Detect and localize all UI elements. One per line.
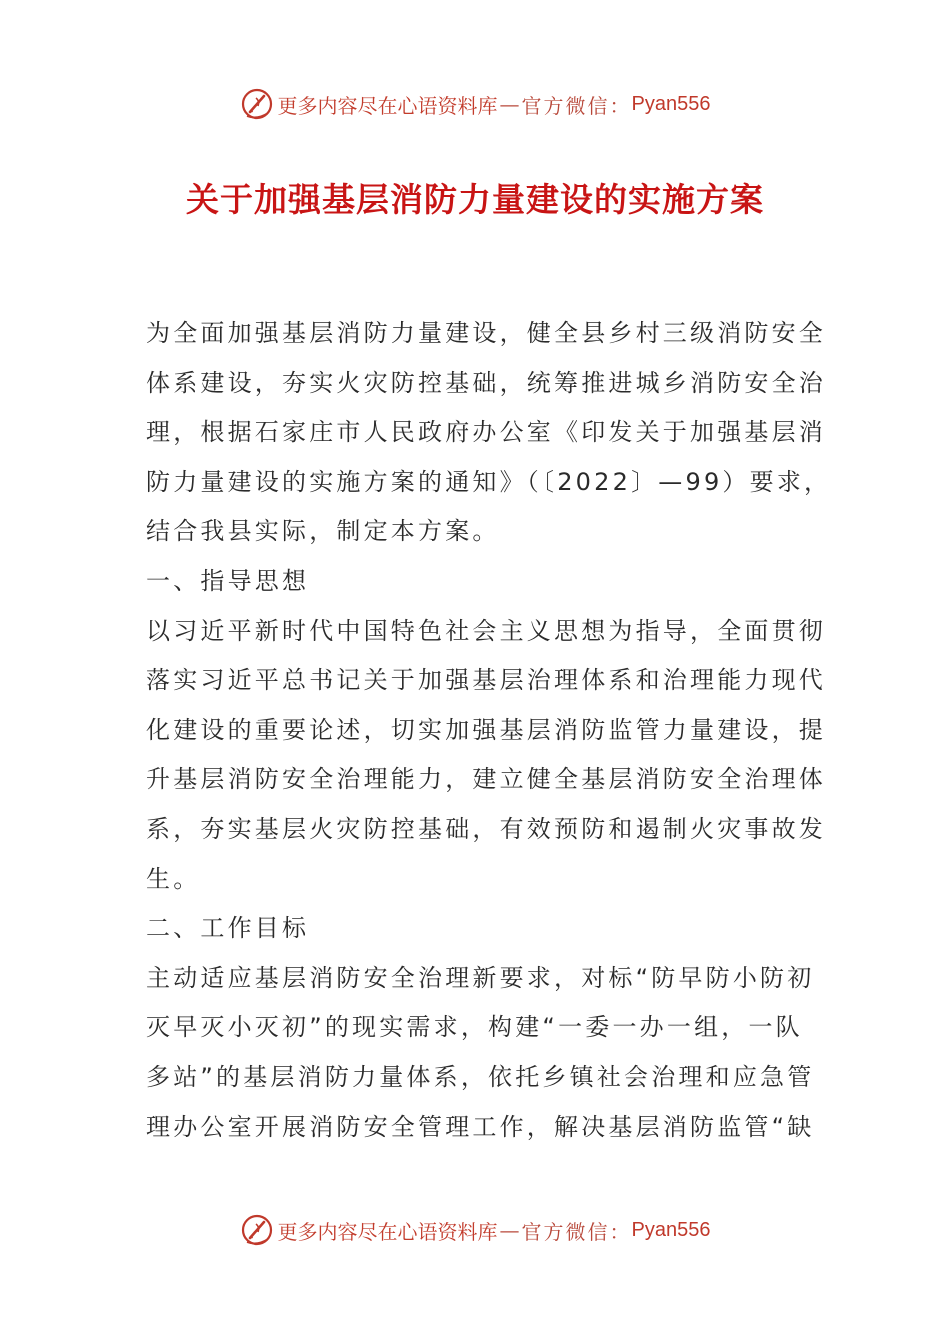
body-line: 化建设的重要论述，切实加强基层消防监管力量建设，提 [146, 715, 826, 744]
watermark-wechat-id: Pyan556 [631, 92, 711, 115]
body-line: 系，夯实基层火灾防控基础，有效预防和遏制火灾事故发 [146, 814, 826, 843]
watermark-separator: — [499, 1218, 520, 1242]
body-line: 防力量建设的实施方案的通知》（〔2022〕—99）要求， [146, 467, 832, 496]
body-line: 理办公室开展消防安全管理工作，解决基层消防监管“缺 [146, 1112, 815, 1141]
body-line: 为全面加强基层消防力量建设，健全县乡村三级消防安全 [146, 319, 826, 347]
section-heading-work-goals: 二、工作目标 [146, 914, 310, 943]
body-line: 多站”的基层消防力量体系，依托乡镇社会治理和应急管 [146, 1062, 815, 1091]
body-line: 落实习近平总书记关于加强基层治理体系和治理能力现代 [146, 666, 826, 695]
document-body [146, 309, 832, 1152]
watermark-bottom [0, 1210, 950, 1250]
body-line: 主动适应基层消防安全治理新要求，对标“防早防小防初 [146, 963, 815, 992]
watermark-main-text: 更多内容尽在心语资料库 [277, 1219, 498, 1244]
body-line: 升基层消防安全治理能力，建立健全基层消防安全治理体 [146, 765, 826, 794]
body-line: 灭早灭小灭初”的现实需求，构建“一委一办一组，一队 [146, 1013, 803, 1042]
body-line: 以习近平新时代中国特色社会主义思想为指导，全面贯彻 [146, 616, 826, 645]
watermark-wechat-id: Pyan556 [631, 1218, 711, 1241]
watermark-separator: — [499, 92, 520, 116]
watermark-wechat-label: 官方微信： [521, 1219, 632, 1244]
section-heading-guiding-ideology: 一、指导思想 [146, 566, 310, 595]
pen-circle-icon [240, 1213, 274, 1247]
body-line: 体系建设，夯实火灾防控基础，统筹推进城乡消防安全治 [146, 368, 826, 397]
watermark-top [0, 84, 950, 124]
document-title: 关于加强基层消防力量建设的实施方案 [186, 180, 764, 219]
body-line: 结合我县实际，制定本方案。 [146, 517, 500, 546]
watermark-wechat-label: 官方微信： [521, 93, 632, 118]
body-line: 理，根据石家庄市人民政府办公室《印发关于加强基层消 [146, 418, 826, 447]
watermark-main-text: 更多内容尽在心语资料库 [277, 93, 498, 118]
pen-circle-icon [240, 87, 274, 121]
body-line: 生。 [146, 864, 201, 893]
